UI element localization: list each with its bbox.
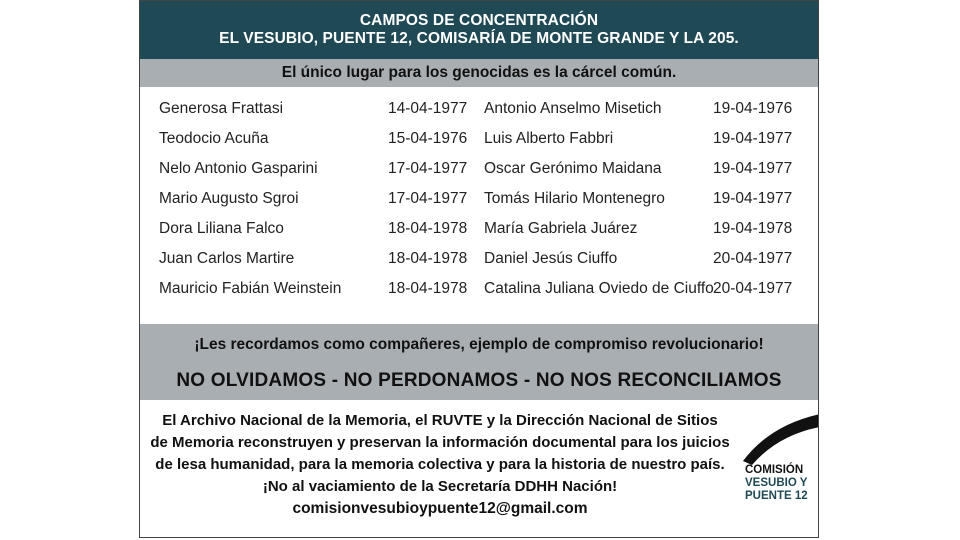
remembrance-band [140, 324, 818, 400]
victim-name: Nelo Antonio Gasparini [159, 160, 318, 177]
comision-logo [740, 411, 819, 531]
memorial-card [139, 0, 819, 538]
logo-text-line3: PUENTE 12 [745, 490, 808, 502]
motto-text: NO OLVIDAMOS - NO PERDONAMOS - NO NOS RECONCILIAMOS [176, 370, 782, 391]
remembrance-text: ¡Les recordamos como compañeres, ejemplo de compromiso revolucionario! [194, 336, 764, 353]
subheader-banner: El único lugar para los genocidas es la cárcel común. [140, 59, 818, 87]
victim-date: 18-04-1978 [388, 220, 468, 237]
victim-date: 19-04-1977 [713, 130, 793, 147]
victim-date: 15-04-1976 [388, 130, 468, 147]
victim-name: Tomás Hilario Montenegro [484, 190, 665, 207]
victim-name: Luis Alberto Fabbri [484, 130, 614, 147]
victim-date: 18-04-1978 [388, 250, 468, 267]
victim-name: Antonio Anselmo Misetich [484, 100, 662, 117]
victim-name: Teodocio Acuña [159, 130, 269, 147]
footer-line: de lesa humanidad, para la memoria colectiva y para la historia de nuestro país. [155, 456, 725, 473]
contact-email: comisionvesubioypuente12@gmail.com [292, 500, 588, 517]
victim-date: 19-04-1977 [713, 160, 793, 177]
logo-text-line1: COMISIÓN [745, 464, 804, 476]
logo-text-line2: VESUBIO Y [745, 477, 808, 489]
victim-date: 20-04-1977 [713, 280, 793, 297]
footer-text [140, 410, 740, 520]
footer-line: de Memoria reconstruyen y preservan la información documental para los juicios [150, 434, 730, 451]
logo-arc-icon [740, 411, 819, 471]
victim-date: 20-04-1977 [713, 250, 793, 267]
header-title-line2: EL VESUBIO, PUENTE 12, COMISARÍA DE MONTE GRANDE Y LA 205. [219, 30, 739, 47]
victim-name: Oscar Gerónimo Maidana [484, 160, 662, 177]
victim-name: Mario Augusto Sgroi [159, 190, 299, 207]
victim-date: 17-04-1977 [388, 190, 468, 207]
header-title-line1: CAMPOS DE CONCENTRACIÓN [359, 12, 599, 29]
victim-name: Daniel Jesús Ciuffo [484, 250, 618, 267]
victim-name: Catalina Juliana Oviedo de Ciuffo [484, 280, 714, 297]
footer-slogan: ¡No al vaciamiento de la Secretaría DDHH Nación! [262, 478, 618, 495]
victim-name: Dora Liliana Falco [159, 220, 284, 237]
victim-date: 19-04-1978 [713, 220, 793, 237]
victim-name: María Gabriela Juárez [484, 220, 638, 237]
victim-name: Mauricio Fabián Weinstein [159, 280, 342, 297]
victim-date: 17-04-1977 [388, 160, 468, 177]
victim-date: 14-04-1977 [388, 100, 468, 117]
victim-date: 19-04-1976 [713, 100, 793, 117]
victim-date: 18-04-1978 [388, 280, 468, 297]
footer-line: El Archivo Nacional de la Memoria, el RUVTE y la Dirección Nacional de Sitios [162, 412, 718, 429]
victim-name: Generosa Frattasi [159, 100, 284, 117]
victim-name: Juan Carlos Martire [159, 250, 295, 267]
victim-date: 19-04-1977 [713, 190, 793, 207]
header-banner [140, 1, 818, 59]
